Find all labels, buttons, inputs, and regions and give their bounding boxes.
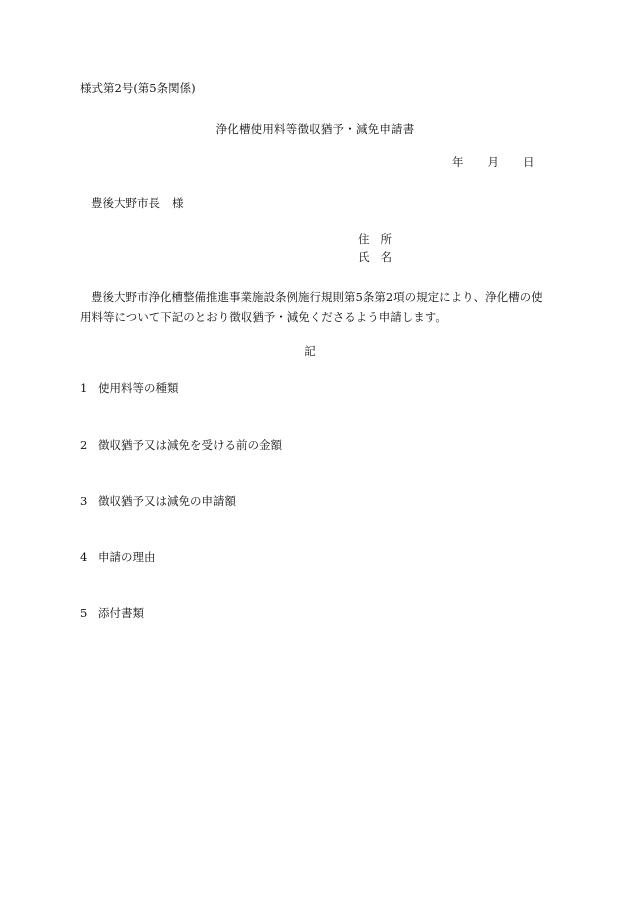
item-number: 1	[80, 381, 88, 395]
addressee	[91, 195, 184, 211]
day-label: 日	[523, 155, 535, 169]
item-number: 3	[80, 494, 88, 508]
date-line	[452, 154, 535, 170]
address-label-char-1: 住	[358, 232, 370, 246]
item-label: 添付書類	[98, 606, 144, 620]
request-body-text: 豊後大野市浄化槽整備推進事業施設条例施行規則第5条第2項の規定により、浄化槽の使用料等について下記のとおり徴収猶予・減免くださるよう申請します。	[80, 290, 543, 324]
item-number: 4	[80, 550, 88, 564]
name-label-char-2: 名	[380, 250, 392, 264]
applicant-address-label	[358, 231, 392, 247]
name-label-char-1: 氏	[358, 250, 370, 264]
item-label: 徴収猶予又は減免の申請額	[98, 494, 236, 508]
address-label-char-2: 所	[380, 232, 392, 246]
item-label: 申請の理由	[98, 550, 156, 564]
list-item	[80, 437, 282, 453]
item-number: 5	[80, 606, 88, 620]
form-number: 様式第2号(第5条関係)	[80, 81, 196, 95]
applicant-name-label	[358, 249, 392, 265]
document-title: 浄化槽使用料等徴収猶予・減免申請書	[215, 122, 415, 136]
month-label: 月	[487, 155, 499, 169]
item-label: 使用料等の種類	[98, 381, 179, 395]
list-item	[80, 549, 156, 565]
list-item	[80, 605, 144, 621]
list-item	[80, 493, 236, 509]
item-number: 2	[80, 438, 88, 452]
list-item	[80, 380, 179, 396]
ki-heading: 記	[304, 344, 316, 358]
addressee-name: 豊後大野市長	[91, 196, 160, 210]
addressee-honorific: 様	[172, 196, 184, 210]
year-label: 年	[452, 155, 464, 169]
item-label: 徴収猶予又は減免を受ける前の金額	[98, 438, 282, 452]
